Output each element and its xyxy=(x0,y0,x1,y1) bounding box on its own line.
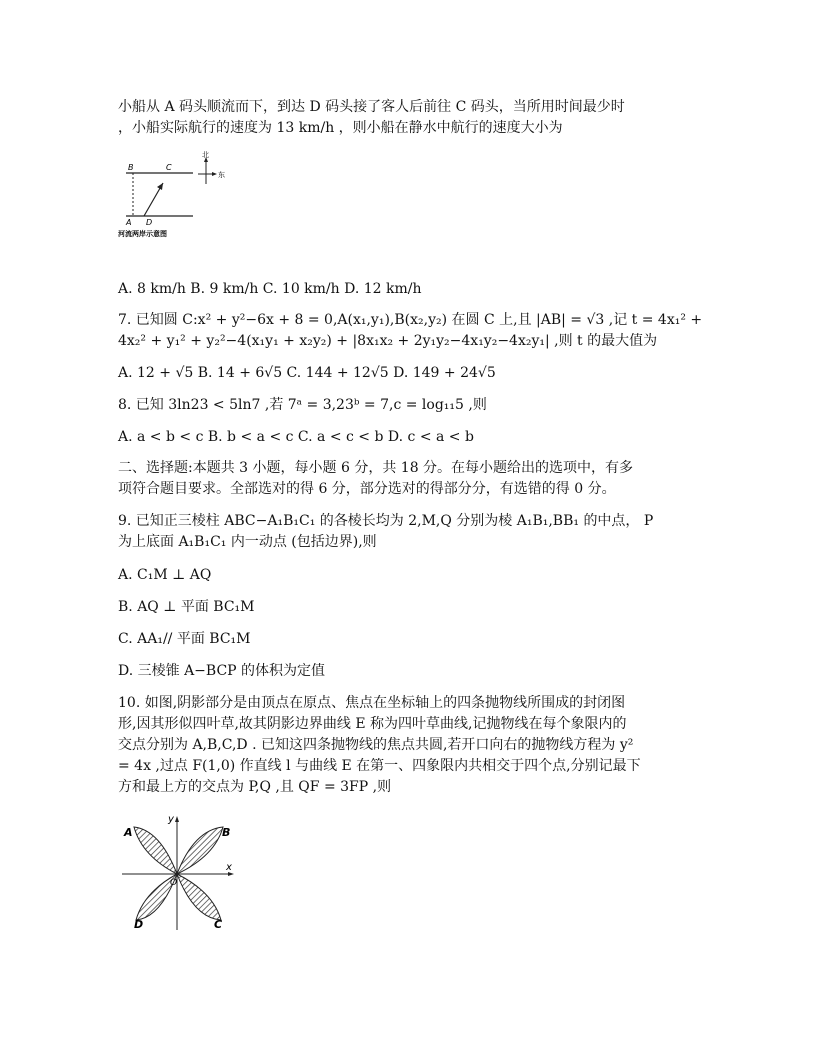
section2-text-line-2: 项符合题目要求。全部选对的得 6 分，部分选对的得部分分，有选错的得 0 分。 xyxy=(118,481,616,497)
q6-text-line-2: ，小船实际航行的速度为 13 km/h ，则小船在静水中航行的速度大小为 xyxy=(118,120,563,136)
q6-text-line-1: 小船从 A 码头顺流而下，到达 D 码头接了客人后前往 C 码头，当所用时间最少时 xyxy=(118,99,625,115)
label-point-c: C xyxy=(214,918,223,931)
q6-options: A. 8 km/h B. 9 km/h C. 10 km/h D. 12 km/h xyxy=(118,281,422,297)
section2-text-line-1: 二、选择题:本题共 3 小题，每小题 6 分，共 18 分。在每小题给出的选项中，有多 xyxy=(118,460,634,476)
label-d: D xyxy=(146,218,153,227)
leaf-lower-right xyxy=(177,874,221,920)
label-b: B xyxy=(128,163,134,172)
q9-text-line-1: 9. 已知正三棱柱 ABC−A₁B₁C₁ 的各棱长均为 2,M,Q 分别为棱 A₁B₁,BB₁ 的中点， P xyxy=(118,513,654,529)
four-leaf-clover-figure xyxy=(120,812,240,932)
q8-text-line-1: 8. 已知 3ln23 < 5ln7 ,若 7ᵃ = 3,23ᵇ = 7,c = log₁₁5 ,则 xyxy=(118,397,487,413)
label-y-axis: y xyxy=(168,814,174,825)
leaf-upper-right xyxy=(177,827,223,874)
label-c: C xyxy=(166,163,172,172)
label-north: 北 xyxy=(202,151,209,159)
q10-text-line-5: 方和最上方的交点为 P,Q ,且 QF = 3FP ,则 xyxy=(118,779,392,795)
label-x-axis: x xyxy=(226,862,232,873)
label-point-b: B xyxy=(222,826,231,839)
y-axis-arrow-icon xyxy=(175,816,179,822)
q9-option-b: B. AQ ⊥ 平面 BC₁M xyxy=(118,599,255,615)
q9-option-d: D. 三棱锥 A−BCP 的体积为定值 xyxy=(118,663,326,679)
q7-text-line-2: 4x₂² + y₁² + y₂²−4(x₁y₁ + x₂y₂) + |8x₁x₂ + 2y₁y₂−4x₁y₂−4x₂y₁| ,则 t 的最大值为 xyxy=(118,333,658,349)
river-figure-caption: 河流两岸示意图 xyxy=(118,230,167,238)
label-point-d: D xyxy=(134,918,144,931)
q9-option-a: A. C₁M ⊥ AQ xyxy=(118,567,212,583)
q10-text-line-1: 10. 如图,阴影部分是由顶点在原点、焦点在坐标轴上的四条抛物线所围成的封闭图 xyxy=(118,695,626,711)
q9-option-c: C. AA₁// 平面 BC₁M xyxy=(118,631,251,647)
river-diagram xyxy=(118,150,228,238)
q10-text-line-3: 交点分别为 A,B,C,D . 已知这四条抛物线的焦点共圆,若开口向右的抛物线方程为 y² xyxy=(118,737,634,753)
q9-text-line-2: 为上底面 A₁B₁C₁ 内一动点 (包括边界),则 xyxy=(118,534,377,550)
q10-text-line-2: 形,因其形似四叶草,故其阴影边界曲线 E 称为四叶草曲线,记抛物线在每个象限内的 xyxy=(118,716,627,732)
q7-options: A. 12 + √5 B. 14 + 6√5 C. 144 + 12√5 D. 149 + 24√5 xyxy=(118,365,496,381)
label-origin: O xyxy=(170,878,178,888)
leaf-upper-left xyxy=(134,827,177,874)
q10-text-line-4: = 4x ,过点 F(1,0) 作直线 l 与曲线 E 在第一、四象限内共相交于四个点,分别记最下 xyxy=(118,758,641,774)
label-a: A xyxy=(126,218,132,227)
east-arrow-icon xyxy=(212,172,217,176)
label-point-a: A xyxy=(124,826,133,839)
q7-text-line-1: 7. 已知圆 C:x² + y²−6x + 8 = 0,A(x₁,y₁),B(x₂,y₂) 在圆 C 上,且 |AB| = √3 ,记 t = 4x₁² + xyxy=(118,312,703,328)
q8-options: A. a < b < c B. b < a < c C. a < c < b D. c < a < b xyxy=(118,429,474,445)
label-east: 东 xyxy=(218,171,225,179)
